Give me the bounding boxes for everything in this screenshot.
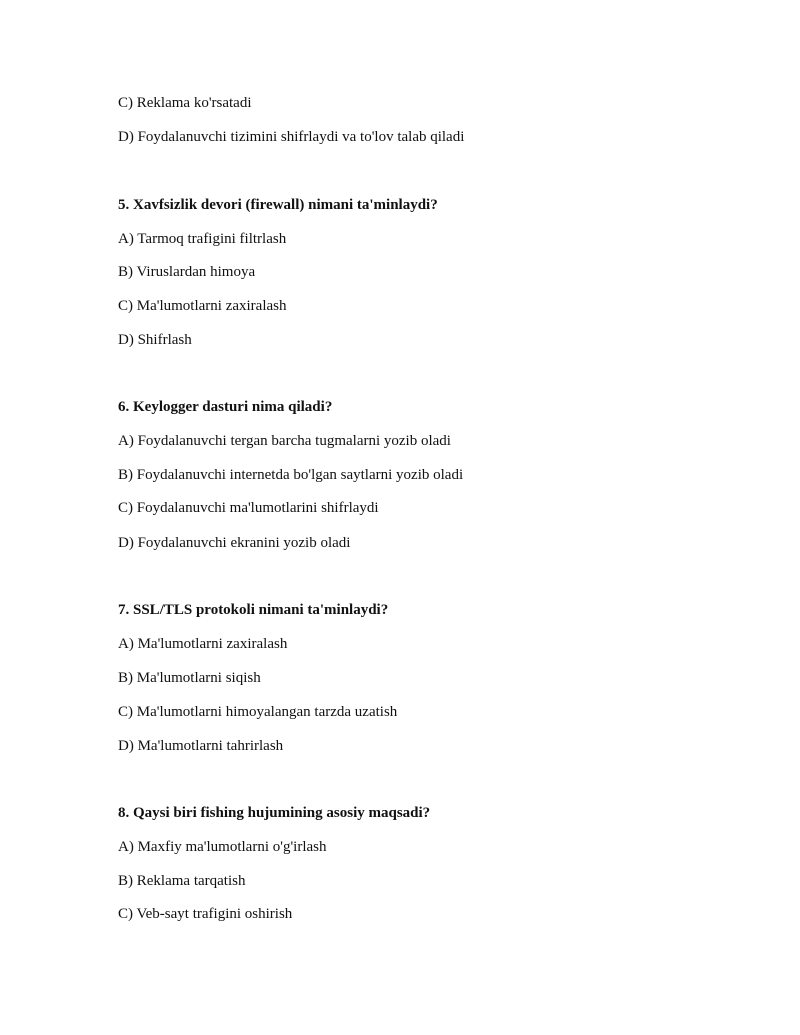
question-8-option-a: A) Maxfiy ma'lumotlarni o'g'irlash	[118, 839, 327, 855]
question-8-title: 8. Qaysi biri fishing hujumining asosiy maqsadi?	[118, 805, 431, 821]
option-d: D) Foydalanuvchi tizimini shifrlaydi va to'lov talab qiladi	[118, 129, 465, 145]
question-7-option-c: C) Ma'lumotlarni himoyalangan tarzda uzatish	[118, 704, 398, 720]
question-6-option-c: C) Foydalanuvchi ma'lumotlarini shifrlaydi	[118, 500, 379, 516]
option-c: C) Reklama ko'rsatadi	[118, 95, 252, 111]
question-8-option-b: B) Reklama tarqatish	[118, 873, 246, 889]
question-5-title: 5. Xavfsizlik devori (firewall) nimani ta'minlaydi?	[118, 197, 438, 213]
question-5-option-c: C) Ma'lumotlarni zaxiralash	[118, 298, 287, 314]
question-5-option-d: D) Shifrlash	[118, 332, 192, 348]
question-7-option-d: D) Ma'lumotlarni tahrirlash	[118, 738, 284, 754]
question-6-option-a: A) Foydalanuvchi tergan barcha tugmalarni yozib oladi	[118, 433, 451, 449]
question-6-title: 6. Keylogger dasturi nima qiladi?	[118, 399, 333, 415]
question-6-option-d: D) Foydalanuvchi ekranini yozib oladi	[118, 535, 351, 551]
question-6-option-b: B) Foydalanuvchi internetda bo'lgan saytlarni yozib oladi	[118, 467, 464, 483]
question-5-option-a: A) Tarmoq trafigini filtrlash	[118, 231, 287, 247]
question-7-option-a: A) Ma'lumotlarni zaxiralash	[118, 636, 288, 652]
question-7-option-b: B) Ma'lumotlarni siqish	[118, 670, 261, 686]
question-8-option-c: C) Veb-sayt trafigini oshirish	[118, 906, 293, 922]
question-5-option-b: B) Viruslardan himoya	[118, 264, 256, 280]
question-7-title: 7. SSL/TLS protokoli nimani ta'minlaydi?	[118, 602, 389, 618]
